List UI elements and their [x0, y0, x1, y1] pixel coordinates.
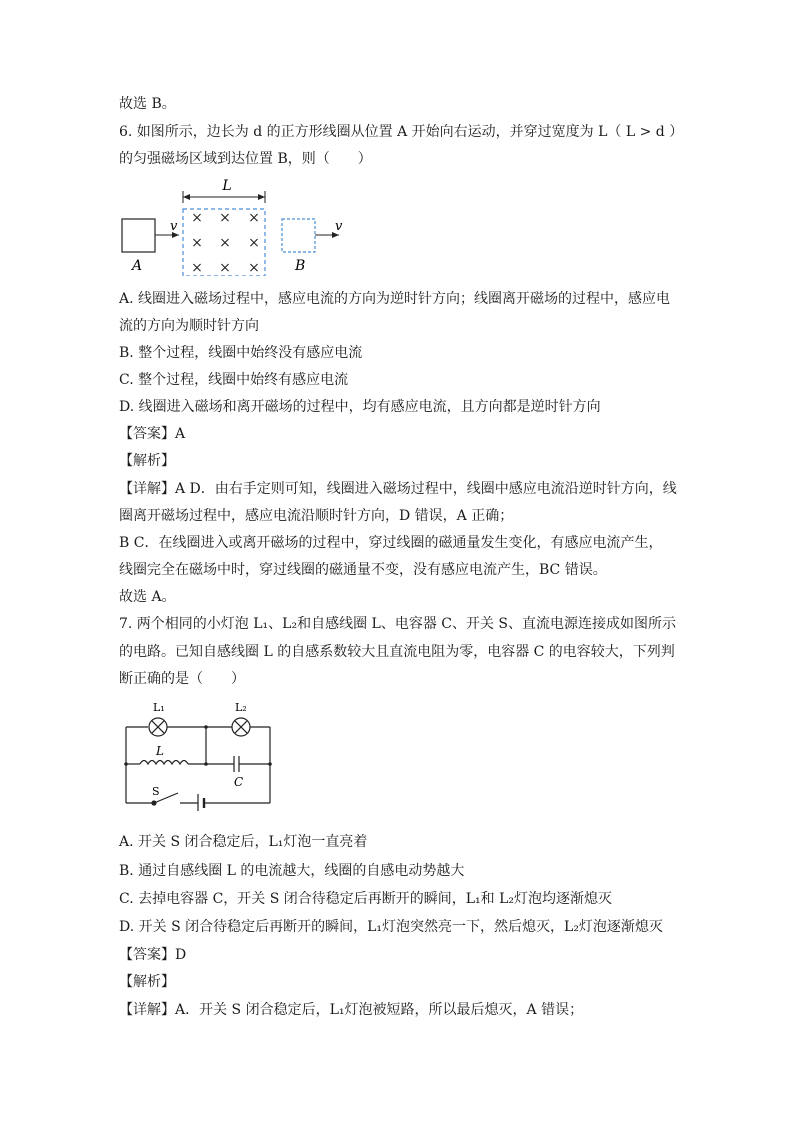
inductor-label: L	[156, 744, 164, 758]
option-d: D. 开关 S 闭合待稳定后再断开的瞬间，L₁灯泡突然亮一下，然后熄灭，L₂灯泡逐渐熄灭	[119, 919, 663, 935]
text-line: 的电路。已知自感线圈 L 的自感系数较大且直流电阻为零，电容器 C 的电容较大，下列判	[119, 644, 675, 660]
field-mark: ×	[248, 210, 260, 226]
option-c: C. 整个过程，线圈中始终有感应电流	[119, 372, 349, 388]
arrow-head-right	[258, 194, 265, 200]
field-mark: ×	[219, 210, 231, 226]
answer-label: 【答案】D	[119, 947, 187, 963]
field-mark: ×	[248, 260, 260, 276]
velocity-label-right: v	[335, 219, 343, 234]
velocity-label-left: v	[170, 219, 178, 234]
option-c: C. 去掉电容器 C，开关 S 闭合待稳定后再断开的瞬间，L₁和 L₂灯泡均逐渐熄灭	[119, 891, 613, 907]
position-b-label: B	[295, 258, 306, 274]
text-line: 故选 B。	[119, 96, 176, 112]
field-mark: ×	[248, 235, 260, 251]
text-line: 流的方向为顺时针方向	[119, 318, 259, 334]
text-line: B C．在线圈进入或离开磁场的过程中，穿过线圈的磁通量发生变化，有感应电流产生，	[119, 535, 663, 551]
field-mark: ×	[219, 235, 231, 251]
inductor-coil	[140, 761, 188, 765]
coil-position-a	[122, 219, 155, 252]
field-mark: ×	[191, 235, 203, 251]
coil-position-b	[282, 219, 315, 252]
question-6-stem: 6. 如图所示，边长为 d 的正方形线圈从位置 A 开始向右运动，并穿过宽度为 L（ L > d ）	[119, 124, 684, 140]
text-line: 故选 A。	[119, 589, 176, 605]
text-line: 的匀强磁场区域到达位置 B，则（ ）	[119, 151, 372, 167]
lamp-l2-label: L₂	[235, 701, 247, 714]
text-line: 线圈完全在磁场中时，穿过线圈的磁通量不变，没有感应电流产生，BC 错误。	[119, 562, 607, 578]
position-a-label: A	[132, 258, 143, 274]
field-mark: ×	[191, 210, 203, 226]
question-7-stem: 7. 两个相同的小灯泡 L₁、L₂和自感线圈 L、电容器 C、开关 S、直流电源连接成如图所示	[119, 616, 677, 632]
switch-label: S	[152, 785, 160, 798]
field-marks	[191, 210, 260, 276]
detail-text: 【详解】A D．由右手定则可知，线圈进入磁场过程中，线圈中感应电流沿逆时针方向，线	[119, 481, 677, 497]
field-mark: ×	[191, 260, 203, 276]
option-d: D. 线圈进入磁场和离开磁场的过程中，均有感应电流，且方向都是逆时针方向	[119, 399, 601, 415]
answer-label: 【答案】A	[119, 426, 186, 442]
text-line: 圈离开磁场过程中，感应电流沿顺时针方向，D 错误，A 正确；	[119, 508, 514, 524]
circuit-diagram	[118, 697, 278, 811]
capacitor-label: C	[234, 775, 244, 789]
analysis-label: 【解析】	[119, 974, 175, 990]
field-width-label: L	[222, 178, 232, 194]
arrow-head-left	[183, 194, 190, 200]
field-mark: ×	[219, 260, 231, 276]
detail-text: 【详解】A．开关 S 闭合稳定后，L₁灯泡被短路，所以最后熄灭，A 错误；	[119, 1002, 584, 1018]
lamp-l1-label: L₁	[153, 701, 165, 714]
option-a: A. 线圈进入磁场过程中，感应电流的方向为逆时针方向；线圈离开磁场的过程中，感应电	[119, 291, 671, 307]
magnetic-field-figure	[115, 174, 355, 276]
text-line: 断正确的是（ ）	[119, 671, 245, 687]
option-b: B. 整个过程，线圈中始终没有感应电流	[119, 345, 363, 361]
option-a: A. 开关 S 闭合稳定后，L₁灯泡一直亮着	[119, 834, 368, 850]
option-b: B. 通过自感线圈 L 的电流越大，线圈的自感电动势越大	[119, 863, 465, 879]
analysis-label: 【解析】	[119, 453, 175, 469]
